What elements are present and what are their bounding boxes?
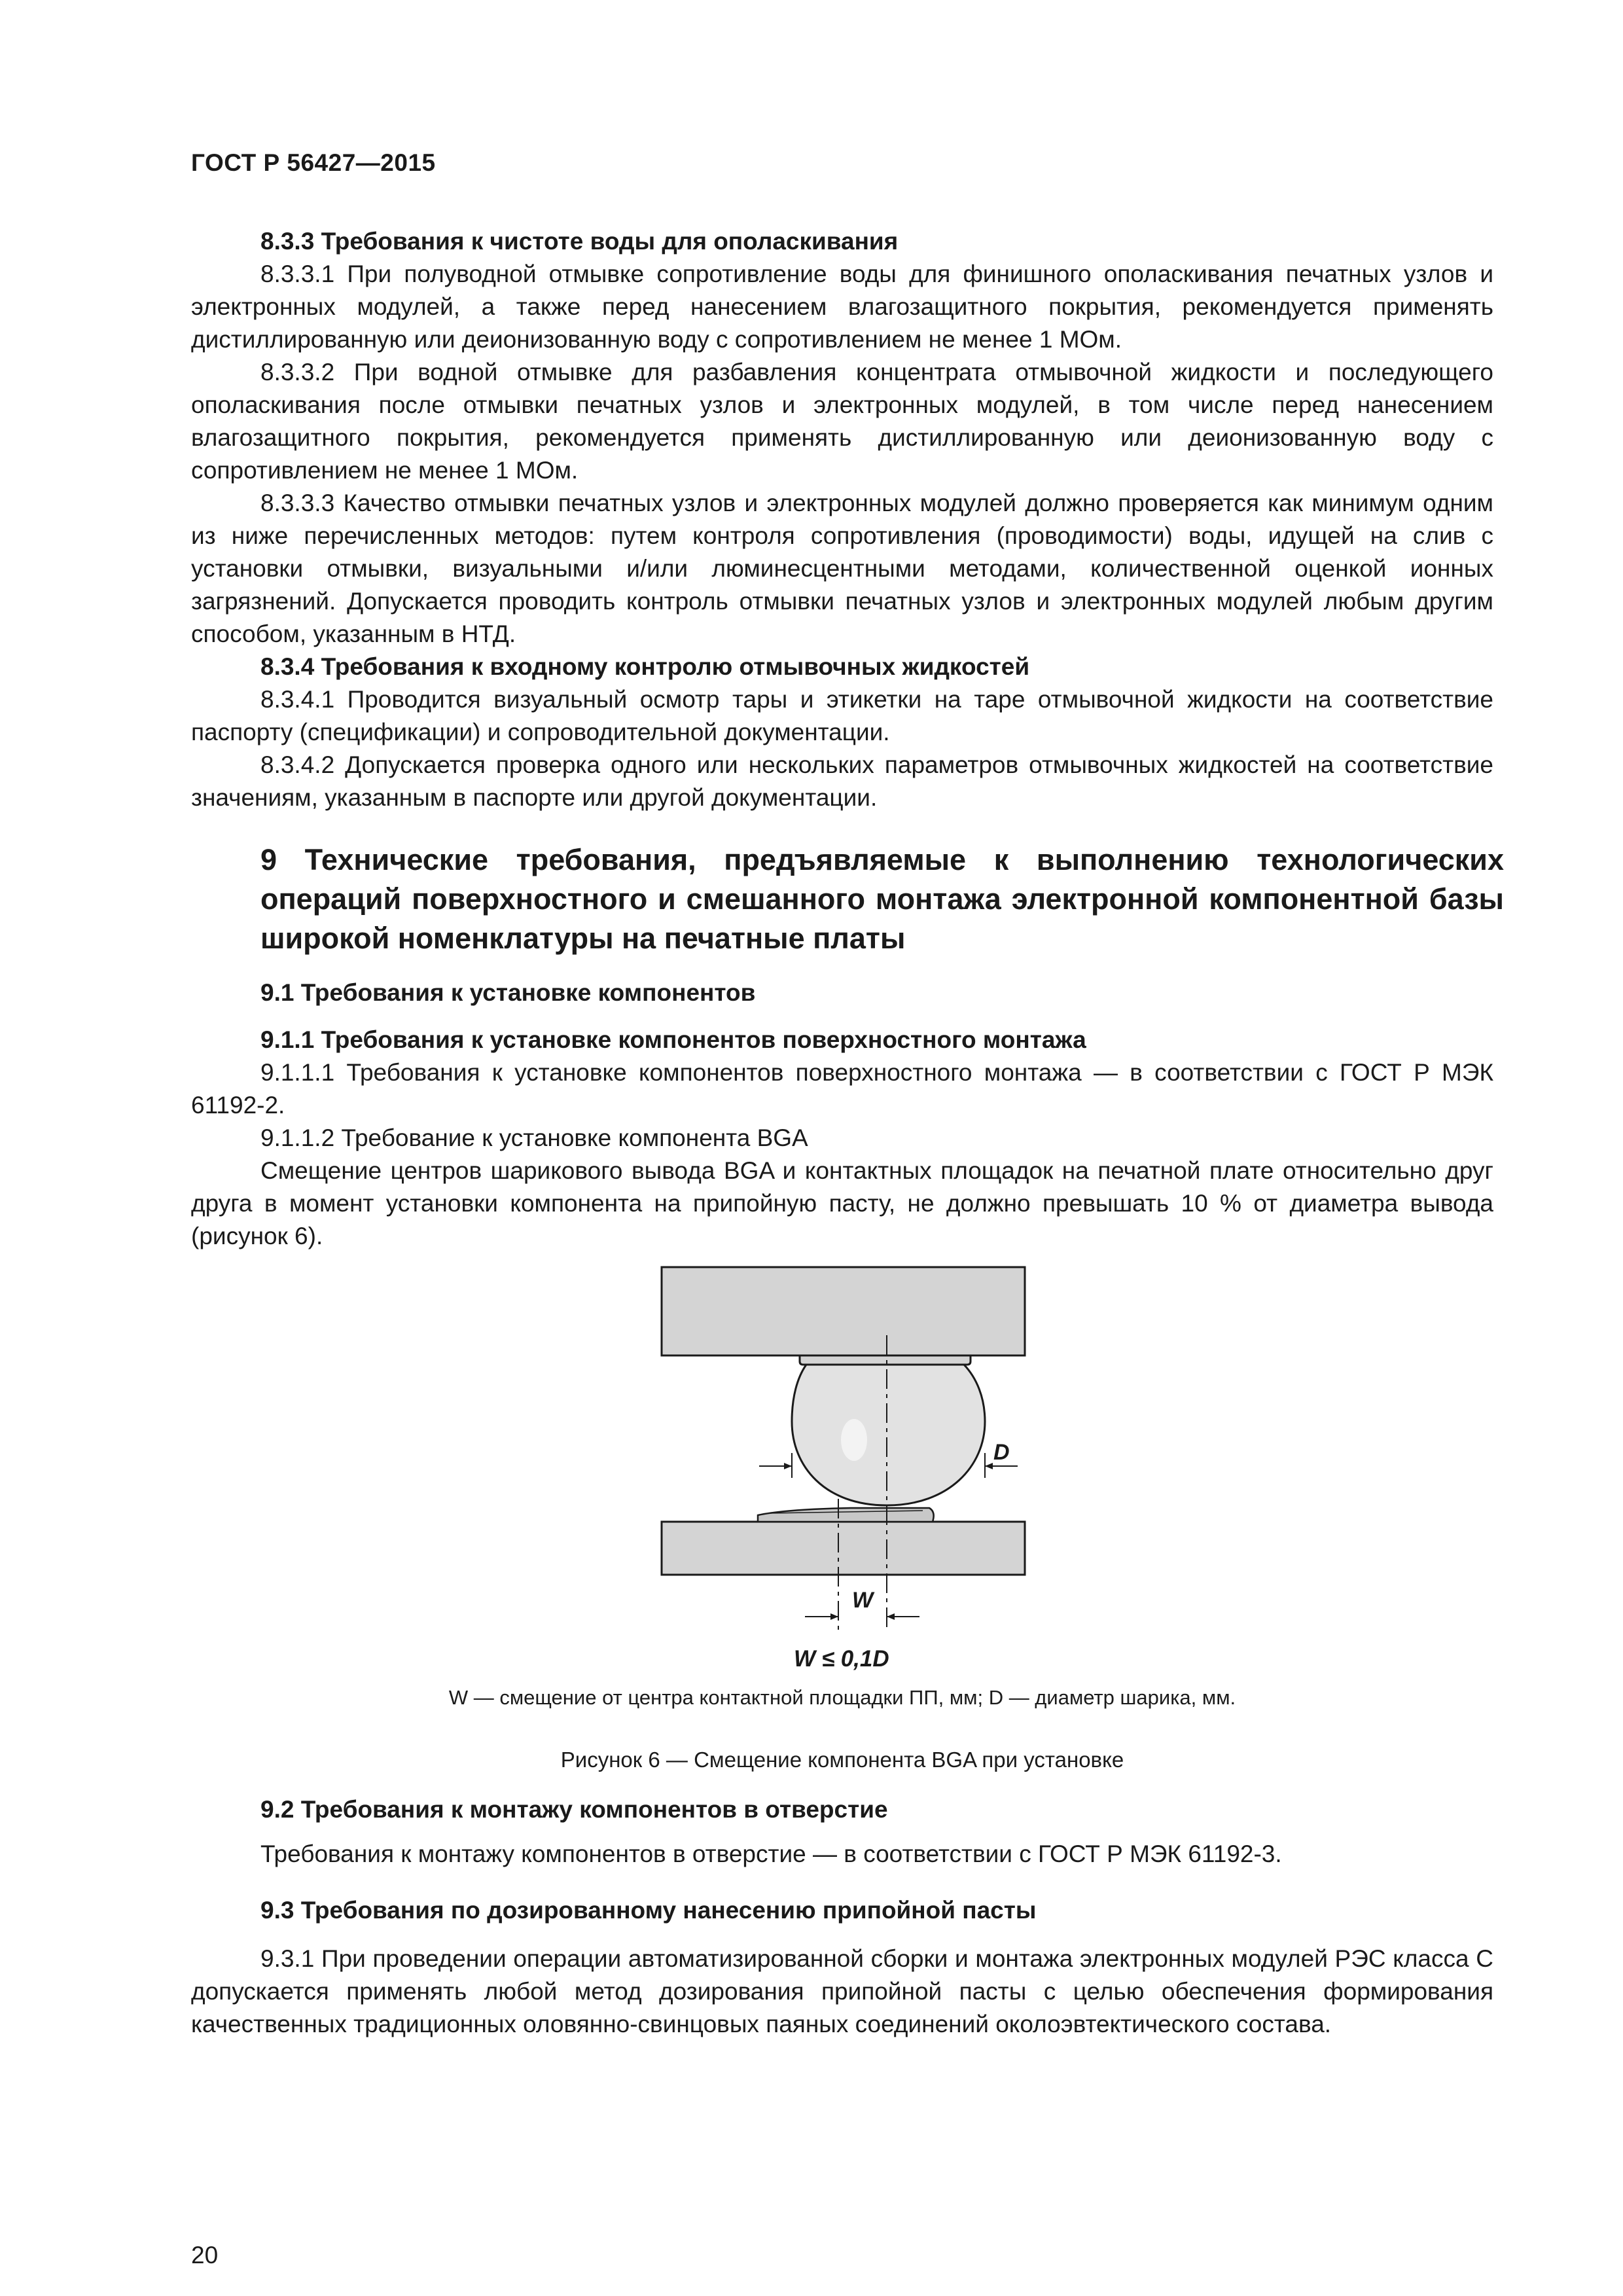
formula: W ≤ 0,1D	[794, 1646, 889, 1672]
paragraph: 8.3.4.2 Допускается проверка одного или нескольких параметров отмывочных жидкостей на соответствие значениям, указанным в паспорте или другой документации.	[191, 751, 1493, 811]
section-title: 9.1 Требования к установке компонентов	[260, 979, 756, 1006]
section-title: 9.2 Требования к монтажу компонентов в отверстие	[260, 1796, 888, 1823]
solder-ball	[792, 1365, 985, 1505]
section-9-3	[191, 1894, 1493, 2041]
section-title: 8.3.4 Требования к входному контролю отмывочных жидкостей	[260, 653, 1030, 680]
component-pad	[800, 1355, 971, 1365]
page-number: 20	[191, 2242, 219, 2269]
paragraph: Смещение центров шарикового вывода BGA и контактных площадок на печатной плате относительно друг друга в момент установки компонента на припойную пасту, не должно превышать 10 % от диаметра вывода (рисунок 6).	[191, 1157, 1493, 1249]
label-w: W	[852, 1588, 874, 1613]
paragraph: 8.3.3.1 При полуводной отмывке сопротивление воды для финишного ополаскивания печатных узлов и электронных модулей, а также перед нанесением влагозащитного покрытия, рекомендуется применять дистиллированную или деионизованную воду с сопротивлением не менее 1 МОм.	[191, 260, 1493, 353]
paragraph: 8.3.4.1 Проводится визуальный осмотр тары и этикетки на таре отмывочной жидкости на соответствие паспорту (спецификации) и сопроводительной документации.	[191, 686, 1493, 745]
paragraph: 9.1.1.1 Требования к установке компонентов поверхностного монтажа — в соответствии с ГОСТ Р МЭК 61192-2.	[191, 1059, 1493, 1119]
section-title: 8.3.3 Требования к чистоте воды для ополаскивания	[260, 228, 899, 255]
ball-highlight	[841, 1419, 867, 1461]
paragraph: 9.1.1.2 Требование к установке компонента BGA	[260, 1124, 808, 1151]
figure-legend: W — смещение от центра контактной площадки ПП, мм; D — диаметр шарика, мм.	[448, 1686, 1236, 1709]
chapter-9-title: 9 Технические требования, предъявляемые к выполнению технологических операций поверхностного и смешанного монтажа электронной компонентной базы широкой номенклатуры на печатные платы	[260, 843, 1504, 955]
figure-caption: Рисунок 6 — Смещение компонента BGA при установке	[560, 1748, 1124, 1772]
document-header: ГОСТ Р 56427—2015	[191, 149, 436, 176]
section-title: 9.3 Требования по дозированному нанесению припойной пасты	[260, 1897, 1037, 1924]
section-9-1	[191, 977, 1493, 1253]
subsection-title: 9.1.1 Требования к установке компонентов поверхностного монтажа	[260, 1026, 1086, 1053]
paragraph: 8.3.3.2 При водной отмывке для разбавления концентрата отмывочной жидкости и последующего ополаскивания после отмывки печатных узлов и электронных модулей, в том числе перед нанесением влагозащитного покрытия, рекомендуется применять дистиллированную или деионизованную воду с сопротивлением не менее 1 МОм.	[191, 359, 1493, 484]
component-body	[662, 1267, 1025, 1355]
pcb-board	[662, 1522, 1025, 1575]
pcb-pad	[758, 1508, 934, 1522]
section-9-2	[191, 1793, 1493, 1871]
label-d: D	[993, 1440, 1010, 1465]
section-8-3-3	[191, 225, 1493, 814]
paragraph: 8.3.3.3 Качество отмывки печатных узлов и электронных модулей должно проверяется как минимум одним из ниже перечисленных методов: путем контроля сопротивления (проводимости) воды, идущей на слив с установки отмывки, визуальными и/или люминесцентными методами, количественной оценкой ионных загрязнений. Допускается проводить контроль отмывки печатных узлов и электронных модулей любым другим способом, указанным в НТД.	[191, 490, 1493, 647]
paragraph: Требования к монтажу компонентов в отверстие — в соответствии с ГОСТ Р МЭК 61192-3.	[260, 1840, 1282, 1867]
paragraph: 9.3.1 При проведении операции автоматизированной сборки и монтажа электронных модулей РЭС класса С допускается применять любой метод дозирования припойной пасты с целью обеспечения формирования качественных традиционных оловянно-свинцовых паяных соединений околоэвтектического состава.	[191, 1945, 1493, 2037]
